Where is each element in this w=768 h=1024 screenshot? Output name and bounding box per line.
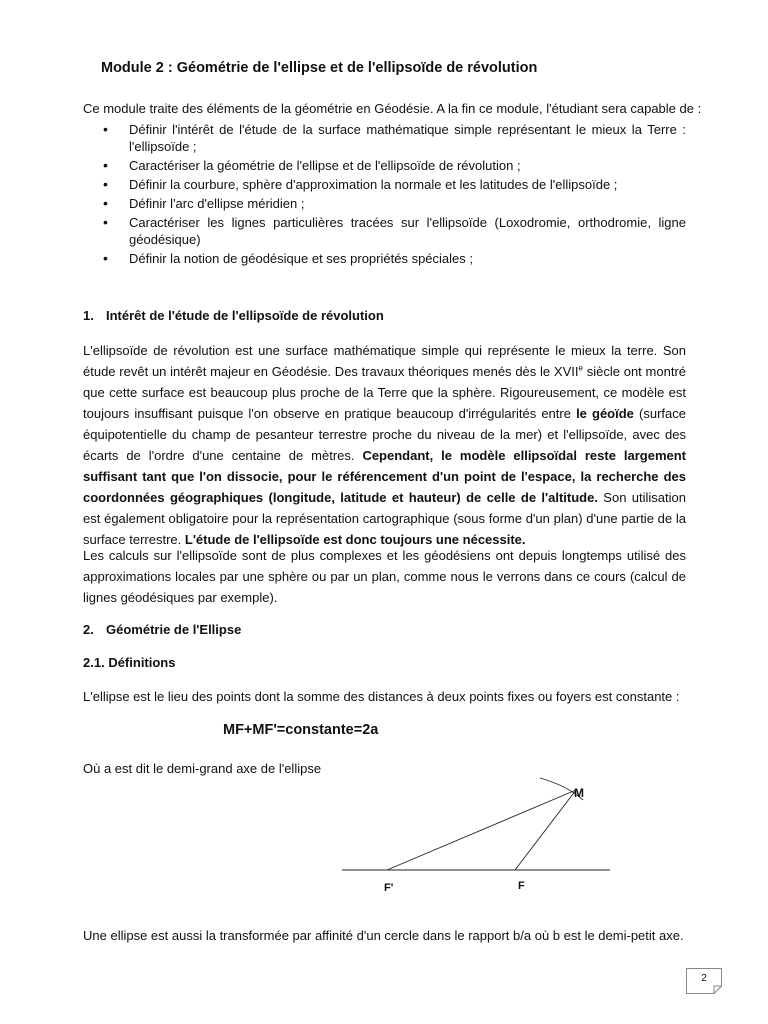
section-1-paragraph-1	[83, 340, 686, 550]
module-title: Module 2 : Géométrie de l'ellipse et de l'ellipsoïde de révolution	[101, 60, 538, 76]
page-number: 2	[701, 973, 707, 984]
text-run: Son utilisation est également obligatoire pour la représentation cartographique (sous forme d'un plan) d'une partie de la surface terrestre.	[83, 490, 686, 547]
list-item: • Définir la notion de géodésique et ses propriétés spéciales ;	[83, 250, 686, 267]
text-run: siècle ont montré que cette surface est beaucoup plus proche de la Terre que la sphère. Rigoureusement, ce modèle est toujours insuffisant puisque l'on observe en pratique beaucoup d'irrégularités entre	[83, 364, 687, 421]
label-f: F	[518, 880, 525, 892]
segment-mf	[515, 790, 576, 870]
label-f-prime: F'	[384, 882, 394, 894]
section-number: 2.	[83, 622, 94, 637]
subsection-2-1-heading	[83, 655, 175, 670]
section-1-heading	[83, 308, 384, 323]
label-m: M	[574, 786, 584, 800]
list-item: • Définir l'arc d'ellipse méridien ;	[83, 195, 686, 212]
intro-text: Ce module traite des éléments de la géométrie en Géodésie. A la fin ce module, l'étudiant sera capable de :	[83, 101, 702, 116]
affinity-text: Une ellipse est aussi la transformée par affinité d'un cercle dans le rapport b/a où b est le demi-petit axe.	[83, 928, 684, 943]
list-item: • Définir la courbure, sphère d'approximation la normale et les latitudes de l'ellipsoïde ;	[83, 176, 686, 193]
ellipse-formula: MF+MF'=constante=2a	[223, 722, 379, 738]
bold-text: le géoïde	[576, 406, 634, 421]
section-title: Géométrie de l'Ellipse	[106, 622, 242, 637]
bold-text: Cependant, le modèle ellipsoïdal reste largement suffisant tant que l'on dissocie, pour le référencement d'un point de l'espace, la recherche des coordonnées géographiques (longitude, latitude et hauteur) de celle de l'altitude.	[83, 448, 686, 505]
definition-text: L'ellipse est le lieu des points dont la somme des distances à deux points fixes ou foyers est constante :	[83, 689, 680, 704]
superscript: e	[578, 363, 583, 373]
list-item: • Définir l'intérêt de l'étude de la surface mathématique simple représentant le mieux la Terre : l'ellipsoïde ;	[83, 121, 686, 155]
segment-mf-prime	[387, 790, 576, 870]
semi-major-axis-text: Où a est dit le demi-grand axe de l'ellipse	[83, 761, 322, 776]
text-run: L'ellipsoïde de révolution est une surface mathématique simple qui représente le mieux la terre. Son étude revêt un intérêt majeur en Géodésie. Des travaux théoriques menés dès le XVII	[83, 343, 686, 379]
section-title: Intérêt de l'étude de l'ellipsoïde de révolution	[106, 308, 384, 323]
text-run: (surface équipotentielle du champ de pesanteur terrestre proche du niveau de la mer) et l'ellipsoïde, avec des écarts de l'ordre d'une centaine de mètres.	[83, 406, 686, 463]
ellipse-foci-figure	[340, 770, 620, 900]
section-number: 1.	[83, 308, 94, 323]
subsection-number: 2.1.	[83, 655, 105, 670]
subsection-title: Définitions	[108, 655, 176, 670]
section-2-heading	[83, 622, 241, 637]
list-item: • Caractériser les lignes particulières tracées sur l'ellipsoïde (Loxodromie, orthodromie, ligne géodésique)	[83, 214, 686, 248]
list-item: • Caractériser la géométrie de l'ellipse et de l'ellipsoïde de révolution ;	[83, 157, 686, 174]
bold-text: L'étude de l'ellipsoïde est donc toujours une nécessite.	[184, 532, 526, 547]
objectives-list	[83, 121, 686, 269]
section-1-paragraph-2: Les calculs sur l'ellipsoïde sont de plus complexes et les géodésiens ont depuis longtemps utilisé des approximations locales par une sphère ou par un plan, comme nous le verrons dans ce cours (calcul de lignes géodésiques par exemple).	[83, 548, 686, 605]
